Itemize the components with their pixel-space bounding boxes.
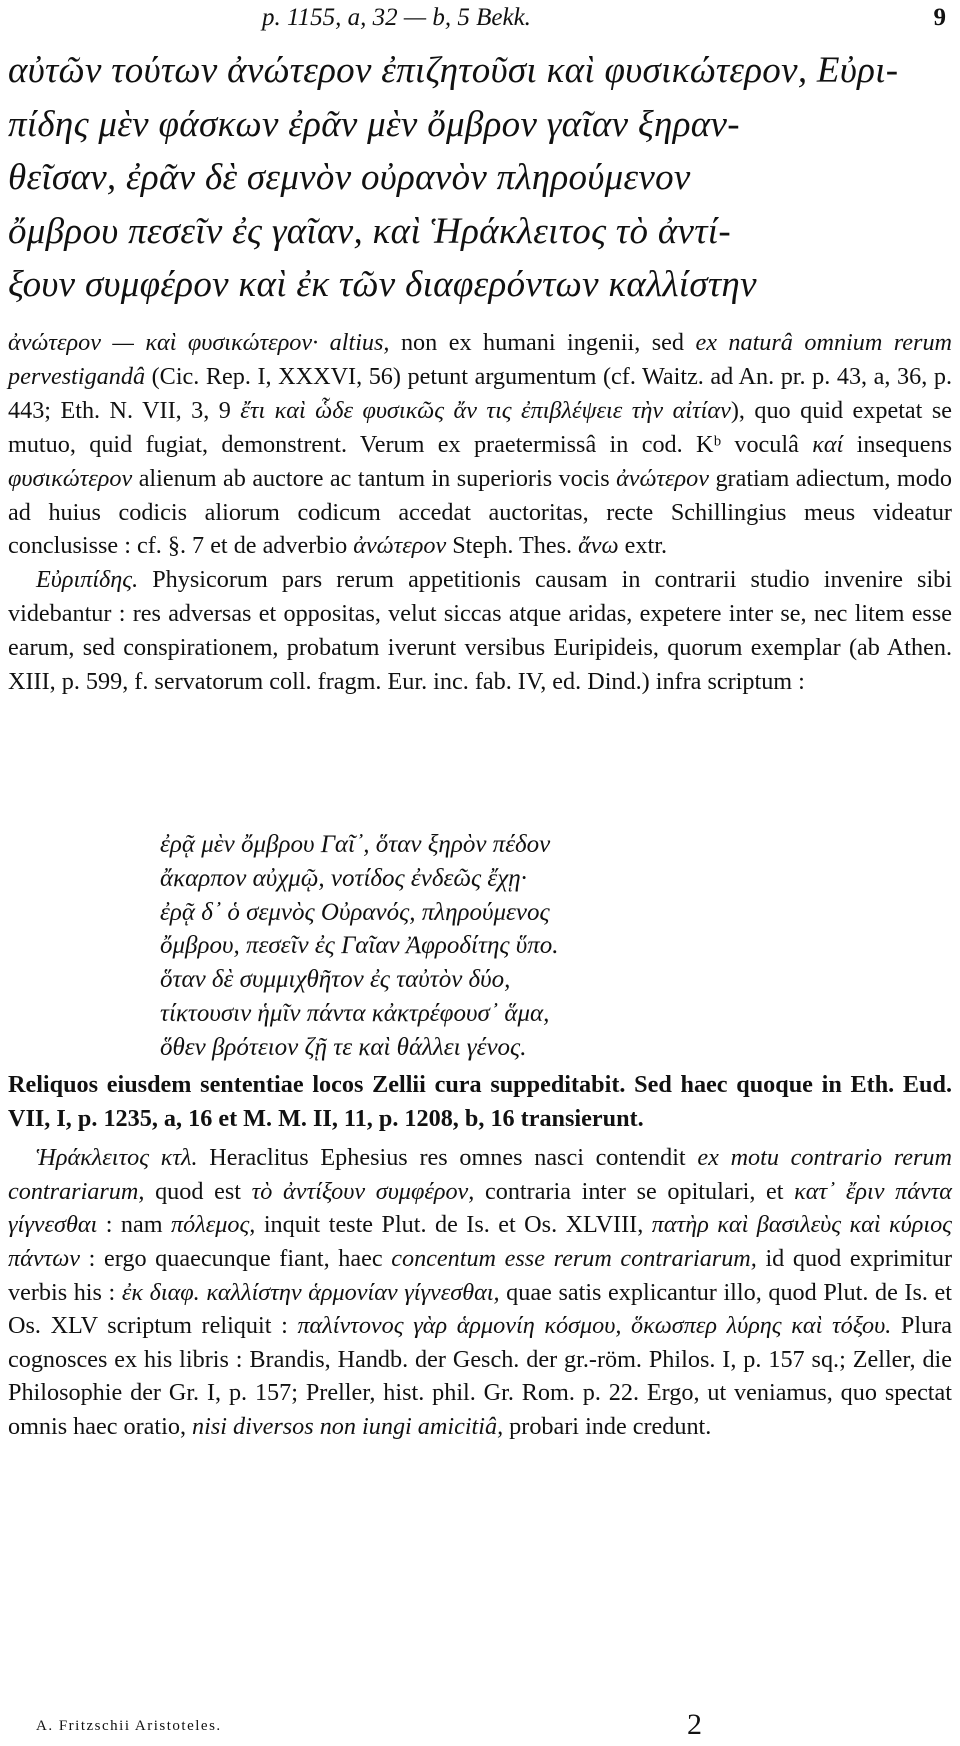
italic-phrase: altius, (329, 329, 390, 356)
text-run (318, 329, 329, 356)
verse-line: ὅταν δὲ συμμιχθῆτον ἐς ταὐτὸν δύο, (160, 966, 511, 994)
verse-line: ἐρᾷ μὲν ὄμβρου Γαῖ᾽, ὅταν ξηρὸν πέδον (160, 831, 551, 858)
euripides-verses (160, 828, 940, 1065)
text-run: probari inde credunt. (503, 1412, 712, 1440)
text-run: Steph. Thes. (446, 532, 579, 560)
greek-phrase: ἔτι καὶ ὧδε φυσικῶς ἄν τις ἐπιβλέψειε τὴν αἰτίαν (240, 396, 731, 424)
greek-phrase: πόλεμος, (171, 1211, 256, 1239)
text-run: insequens (843, 430, 952, 458)
verse-line: ἄκαρπον αὐχμῷ, νοτίδος ἐνδεῶς ἔχῃ· (160, 864, 527, 892)
verse-line: τίκτουσιν ἡμῖν πάντα κἀκτρέφουσ᾽ ἅμα, (160, 999, 550, 1027)
italic-phrase: ex naturâ omnium rerum pervestigandâ (8, 329, 953, 390)
verse-line: ὅθεν βρότειον ζῇ τε καὶ θάλλει γένος. (160, 1033, 527, 1061)
sheet-number: 2 (687, 1708, 702, 1741)
text-run: non ex humani ingenii, sed (389, 329, 696, 356)
commentary-paragraph-4 (8, 1141, 952, 1443)
greek-line: ὄμβρου πεσεῖν ἐς γαῖαν, καὶ Ἡράκλειτος τὸ ἀντί- (8, 210, 732, 252)
greek-phrase: ἀνώτερον (353, 532, 447, 560)
page-number: 9 (933, 4, 946, 31)
printer-signature: A. Fritzschii Aristoteles. (36, 1718, 222, 1734)
greek-phrase: ἄνω (578, 532, 619, 560)
italic-phrase: concentum esse rerum contrariarum, (391, 1244, 757, 1272)
commentary-paragraph-3 (8, 1068, 952, 1135)
commentary-continued (8, 1068, 952, 1444)
text-run: alienum ab auctore ac tantum in superioris vocis (132, 464, 617, 492)
greek-phrase: φυσικώτερον (8, 464, 133, 492)
greek-line: πίδης μὲν φάσκων ἐρᾶν μὲν ὄμβρον γαῖαν ξηραν- (8, 103, 740, 145)
greek-main-text (8, 44, 952, 312)
italic-phrase: nisi diversos non iungi amicitiâ, (192, 1412, 504, 1440)
greek-phrase: πατὴρ καὶ βασιλεὺς καὶ κύριος πάντων (8, 1211, 952, 1272)
greek-phrase: Εὐριπίδης. (36, 566, 139, 594)
running-header (0, 4, 960, 36)
greek-line: θεῖσαν, ἐρᾶν δὲ σεμνὸν οὐρανὸν πληρούμενον (8, 157, 691, 198)
page-footer (0, 1708, 960, 1746)
text-run: id quod exprimitur verbis his : (8, 1244, 953, 1306)
greek-line: αὐτῶν τούτων ἀνώτερον ἐπιζητοῦσι καὶ φυσικώτερον, Εὐρι- (8, 50, 899, 91)
greek-phrase: τὸ ἀντίξουν συμφέρον, (251, 1177, 475, 1205)
commentary-paragraph-2 (8, 563, 952, 699)
running-title: p. 1155, a, 32 — b, 5 Bekk. (262, 4, 531, 31)
text-run: (Cic. Rep. I, XXXVI, 56) petunt argumentum (cf. Waitz. ad An. pr. p. 43, a, 36, p. 443; Eth. N. VII, 3, 9 (8, 362, 952, 424)
greek-phrase: παλίντονος γὰρ ἁρμονίη κόσμου, ὅκωσπερ λύρης καὶ τόξου. (297, 1312, 892, 1340)
text-run: inquit teste Plut. de Is. et Os. XLVIII, (255, 1211, 652, 1239)
greek-phrase: ἐκ διαφ. καλλίστην ἁρμονίαν γίγνεσθαι, (121, 1278, 500, 1306)
greek-phrase: κατ᾽ ἔριν πάντα γίγνεσθαι (8, 1177, 953, 1239)
text-run: Heraclitus Ephesius res omnes nasci contendit (197, 1144, 698, 1172)
text-run: Reliquos eiusdem sententiae locos Zellii cura suppeditabit. Sed haec quoque in Eth. Eud. VII, I, p. 1235, a, 16 et M. M. II, 11, p. 1208, b, 16 transierunt. (8, 1071, 952, 1132)
greek-phrase: καί (812, 430, 844, 458)
text-run: quae satis explicantur illo, quod Plut. de Is. et Os. XLV scriptum reliquit : (8, 1278, 952, 1340)
greek-phrase: ἀνώτερον — καὶ φυσικώτερον· (8, 329, 319, 356)
commentary-section (8, 326, 952, 699)
text-run: ), quo quid expetat se mutuo, quid fugiat, demonstrent. Verum ex praetermissâ in cod. Kᵇ voculâ (8, 396, 952, 458)
text-run: : nam (97, 1211, 172, 1239)
greek-line: ξουν συμφέρον καὶ ἐκ τῶν διαφερόντων καλλίστην (8, 264, 757, 305)
text-run: Plura cognosces ex his libris : Brandis, Handb. der Gesch. der gr.-röm. Philos. I, p. 157 sq.; Zeller, die Philosophie der Gr. I, p. 157; Preller, hist. phil. Gr. Rom. p. 22. Ergo, ut veniamus, quo spectat omnis haec oratio, (8, 1312, 952, 1440)
greek-phrase: Ἡράκλειτος κτλ. (36, 1144, 198, 1172)
italic-phrase: ex motu contrario rerum contrariarum, (8, 1144, 952, 1205)
verse-line: ὄμβρου, πεσεῖν ἐς Γαῖαν Ἀφροδίτης ὕπο. (160, 932, 559, 960)
commentary-paragraph-1 (8, 326, 952, 563)
verse-line: ἐρᾷ δ᾽ ὁ σεμνὸς Οὐρανός, πληρούμενος (160, 898, 550, 926)
text-run: : ergo quaecunque fiant, haec (80, 1244, 392, 1272)
greek-phrase: ἀνώτερον (616, 464, 709, 492)
text-run: quod est (144, 1177, 252, 1205)
text-run: extr. (618, 532, 667, 560)
text-run: contraria inter se opitulari, et (474, 1177, 795, 1205)
text-run: Physicorum pars rerum appetitionis causam in contrarii studio invenire sibi videbantur : res adversas et oppositas, velut siccas atque aridas, expetere inter se, nec litem esse earum, sed conspirationem, probatum iverunt versibus Euripideis, quorum exemplar (ab Athen. XIII, p. 599, f. servatorum coll. fragm. Eur. inc. fab. IV, ed. Dind.) infra scriptum : (8, 566, 952, 696)
text-run: gratiam adiectum, modo ad huius codicis aliorum codicum accedat auctoritas, recte Schillingius meus videatur conclusisse : cf. §. 7 et de adverbio (8, 464, 952, 560)
